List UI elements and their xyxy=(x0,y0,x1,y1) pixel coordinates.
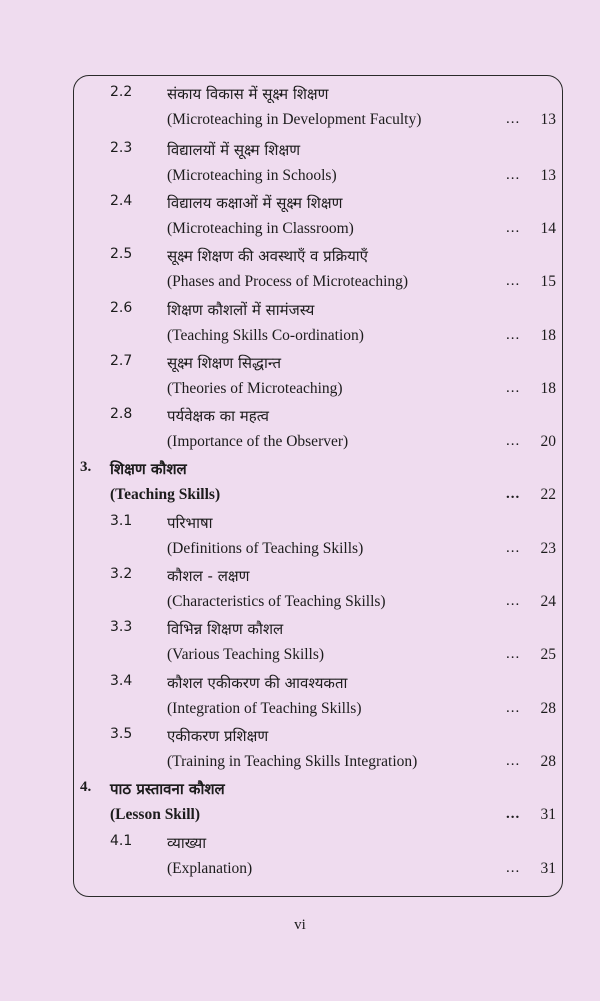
page-number: 28 xyxy=(540,700,556,717)
entry-number: 2.3 xyxy=(110,140,133,156)
page-number: 25 xyxy=(540,646,556,663)
entry-number: 3.2 xyxy=(110,566,133,582)
entry-title-hindi: विद्यालयों में सूक्ष्म शिक्षण xyxy=(167,141,301,159)
entry-title-hindi: विद्यालय कक्षाओं में सूक्ष्म शिक्षण xyxy=(167,194,343,212)
page-number: 18 xyxy=(540,327,556,344)
page-folio: vi xyxy=(294,917,306,933)
page-number: 22 xyxy=(540,486,556,503)
entry-title-hindi: सूक्ष्म शिक्षण सिद्धान्त xyxy=(167,354,282,372)
leader-dots: ... xyxy=(506,806,521,822)
entry-number: 2.5 xyxy=(110,246,133,262)
entry-number: 2.7 xyxy=(110,353,133,369)
leader-dots: ... xyxy=(506,646,521,662)
chapter-number: 3. xyxy=(80,459,92,475)
entry-number: 2.4 xyxy=(110,193,133,209)
entry-title-hindi: सूक्ष्म शिक्षण की अवस्थाएँ व प्रक्रियाएँ xyxy=(167,247,368,265)
page-number: 31 xyxy=(540,806,556,823)
entry-number: 2.2 xyxy=(110,84,133,100)
chapter-number: 4. xyxy=(80,779,92,795)
leader-dots: ... xyxy=(506,273,521,289)
page-number: 24 xyxy=(540,593,556,610)
entry-number: 3.1 xyxy=(110,513,133,529)
page-number: 13 xyxy=(540,111,556,128)
entry-title-english: (Explanation) xyxy=(167,860,253,877)
page-number: 23 xyxy=(540,540,556,557)
page-number: 20 xyxy=(540,433,556,450)
entry-number: 2.8 xyxy=(110,406,133,422)
leader-dots: ... xyxy=(506,486,521,502)
entry-title-hindi: व्याख्या xyxy=(167,834,207,852)
leader-dots: ... xyxy=(506,380,521,396)
leader-dots: ... xyxy=(506,220,521,236)
page-number: 14 xyxy=(540,220,556,237)
entry-number: 3.4 xyxy=(110,673,133,689)
leader-dots: ... xyxy=(506,860,521,876)
entry-title-english: (Theories of Microteaching) xyxy=(167,380,343,397)
page-number: 13 xyxy=(540,167,556,184)
entry-title-english: (Teaching Skills Co-ordination) xyxy=(167,327,364,344)
entry-title-hindi: एकीकरण प्रशिक्षण xyxy=(167,727,269,745)
chapter-title-english: (Teaching Skills) xyxy=(110,486,221,503)
entry-title-hindi: कौशल - लक्षण xyxy=(167,567,250,585)
page-number: 18 xyxy=(540,380,556,397)
entry-title-english: (Integration of Teaching Skills) xyxy=(167,700,362,717)
entry-number: 2.6 xyxy=(110,300,133,316)
entry-title-english: (Phases and Process of Microteaching) xyxy=(167,273,409,290)
chapter-title-hindi: पाठ प्रस्तावना कौशल xyxy=(110,780,225,798)
entry-title-hindi: संकाय विकास में सूक्ष्म शिक्षण xyxy=(167,85,329,103)
entry-title-hindi: कौशल एकीकरण की आवश्यकता xyxy=(167,674,348,692)
chapter-title-hindi: शिक्षण कौशल xyxy=(110,460,187,478)
entry-title-english: (Various Teaching Skills) xyxy=(167,646,325,663)
leader-dots: ... xyxy=(506,753,521,769)
chapter-title-english: (Lesson Skill) xyxy=(110,806,201,823)
entry-title-hindi: शिक्षण कौशलों में सामंजस्य xyxy=(167,301,315,319)
entry-title-hindi: परिभाषा xyxy=(167,514,213,532)
entry-title-english: (Microteaching in Development Faculty) xyxy=(167,111,422,128)
entry-title-english: (Definitions of Teaching Skills) xyxy=(167,540,364,557)
page-number: 28 xyxy=(540,753,556,770)
page-number: 15 xyxy=(540,273,556,290)
entry-number: 3.5 xyxy=(110,726,133,742)
leader-dots: ... xyxy=(506,111,521,127)
entry-title-english: (Microteaching in Schools) xyxy=(167,167,337,184)
leader-dots: ... xyxy=(506,700,521,716)
entry-title-english: (Importance of the Observer) xyxy=(167,433,349,450)
entry-number: 4.1 xyxy=(110,833,133,849)
leader-dots: ... xyxy=(506,167,521,183)
leader-dots: ... xyxy=(506,540,521,556)
entry-title-english: (Training in Teaching Skills Integration) xyxy=(167,753,418,770)
entry-number: 3.3 xyxy=(110,619,133,635)
leader-dots: ... xyxy=(506,593,521,609)
page-number: 31 xyxy=(540,860,556,877)
entry-title-english: (Characteristics of Teaching Skills) xyxy=(167,593,386,610)
entry-title-english: (Microteaching in Classroom) xyxy=(167,220,354,237)
leader-dots: ... xyxy=(506,433,521,449)
entry-title-hindi: विभिन्न शिक्षण कौशल xyxy=(167,620,284,638)
entry-title-hindi: पर्यवेक्षक का महत्व xyxy=(167,407,270,425)
leader-dots: ... xyxy=(506,327,521,343)
